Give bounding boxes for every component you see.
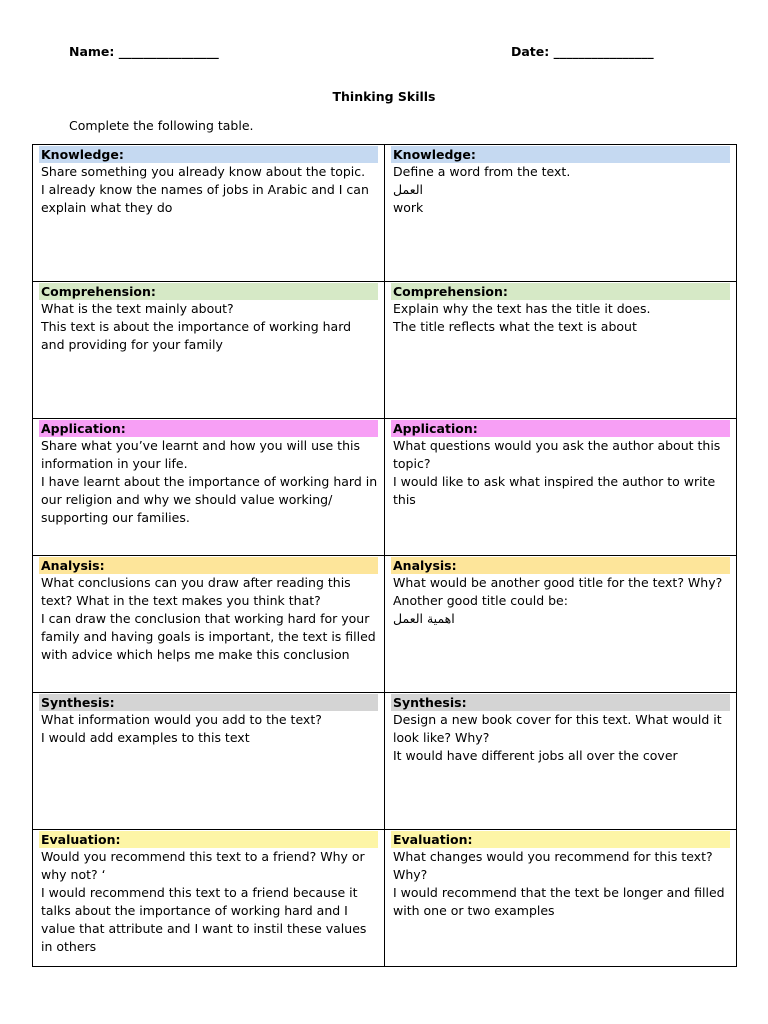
cell-text-line: The title reflects what the text is about: [393, 319, 637, 334]
cell-text-line: What is the text mainly about?: [41, 301, 234, 316]
cell-text-line: What information would you add to the text?: [41, 712, 322, 727]
cell-text-line: Explain why the text has the title it does.: [393, 301, 651, 316]
skill-label: Application:: [39, 420, 378, 437]
cell-text-line: I would recommend that the text be longer and filled: [393, 885, 725, 900]
cell-text-line: and providing for your family: [41, 337, 223, 352]
cell-text-line: العمل: [393, 182, 424, 197]
cell-text-line: What conclusions can you draw after reading this: [41, 575, 351, 590]
table-cell-right[interactable]: [385, 693, 737, 830]
table-row: [33, 693, 737, 830]
cell-text-line: with one or two examples: [393, 903, 555, 918]
skill-label: Knowledge:: [391, 146, 730, 163]
cell-text-line: explain what they do: [41, 200, 173, 215]
cell-text-line: look like? Why?: [393, 730, 490, 745]
table-cell-left[interactable]: [33, 556, 385, 693]
skill-label: Comprehension:: [39, 283, 378, 300]
table-cell-right[interactable]: [385, 556, 737, 693]
skill-label: Application:: [391, 420, 730, 437]
cell-text-line: work: [393, 200, 424, 215]
cell-text-line: What would be another good title for the text? Why?: [393, 575, 723, 590]
cell-text-line: It would have different jobs all over the cover: [393, 748, 678, 763]
table-cell-left[interactable]: [33, 693, 385, 830]
table-row: [33, 830, 737, 967]
page-title: Thinking Skills: [332, 89, 436, 104]
table-row: [33, 282, 737, 419]
cell-text-line: information in your life.: [41, 456, 188, 471]
cell-text-line: I have learnt about the importance of working hard in: [41, 474, 378, 489]
cell-text-line: Why?: [393, 867, 428, 882]
skill-label: Analysis:: [391, 557, 730, 574]
cell-text-line: I would add examples to this text: [41, 730, 250, 745]
cell-text-line: talks about the importance of working hard and I: [41, 903, 348, 918]
skill-label: Synthesis:: [391, 694, 730, 711]
cell-text-line: Another good title could be:: [393, 593, 568, 608]
cell-text-line: This text is about the importance of working hard: [41, 319, 352, 334]
cell-text-line: Design a new book cover for this text. What would it: [393, 712, 722, 727]
cell-text-line: I would recommend this text to a friend because it: [41, 885, 358, 900]
skill-label: Evaluation:: [39, 831, 378, 848]
cell-text-line: Share something you already know about the topic.: [41, 164, 366, 179]
table-cell-left[interactable]: [33, 419, 385, 556]
skill-label: Evaluation:: [391, 831, 730, 848]
cell-text-line: I already know the names of jobs in Arabic and I can: [41, 182, 369, 197]
cell-text-line: supporting our families.: [41, 510, 190, 525]
cell-text-line: I would like to ask what inspired the author to write: [393, 474, 716, 489]
cell-text-line: value that attribute and I want to instil these values: [41, 921, 367, 936]
table-cell-left[interactable]: [33, 830, 385, 967]
cell-text-line: this: [393, 492, 416, 507]
table-row: [33, 556, 737, 693]
table-row: [33, 419, 737, 556]
cell-text-line: Share what you’ve learnt and how you will use this: [41, 438, 360, 453]
cell-text-line: I can draw the conclusion that working hard for your: [41, 611, 370, 626]
cell-text-line: why not? ‘: [41, 867, 106, 882]
cell-text-line: our religion and why we should value working/: [41, 492, 333, 507]
skill-label: Comprehension:: [391, 283, 730, 300]
cell-text-line: Define a word from the text.: [393, 164, 571, 179]
cell-text-line: with advice which helps me make this conclusion: [41, 647, 350, 662]
cell-text-line: What questions would you ask the author about this: [393, 438, 721, 453]
table-cell-left[interactable]: [33, 145, 385, 282]
table-cell-right[interactable]: [385, 145, 737, 282]
cell-text-line: Would you recommend this text to a friend? Why or: [41, 849, 365, 864]
cell-text-line: text? What in the text makes you think that?: [41, 593, 321, 608]
cell-text-line: اهمية العمل: [393, 611, 455, 626]
table-cell-right[interactable]: [385, 419, 737, 556]
table-cell-left[interactable]: [33, 282, 385, 419]
thinking-skills-table: [32, 144, 737, 967]
cell-text-line: topic?: [393, 456, 431, 471]
cell-text-line: family and having goals is important, the text is filled: [41, 629, 376, 644]
name-field[interactable]: Name: ________________: [69, 44, 219, 59]
table-cell-right[interactable]: [385, 830, 737, 967]
skill-label: Synthesis:: [39, 694, 378, 711]
cell-text-line: in others: [41, 939, 97, 954]
skill-label: Analysis:: [39, 557, 378, 574]
date-field[interactable]: Date: ________________: [511, 44, 654, 59]
table-cell-right[interactable]: [385, 282, 737, 419]
skill-label: Knowledge:: [39, 146, 378, 163]
cell-text-line: What changes would you recommend for this text?: [393, 849, 713, 864]
instruction-text: Complete the following table.: [69, 118, 254, 133]
table-row: [33, 145, 737, 282]
